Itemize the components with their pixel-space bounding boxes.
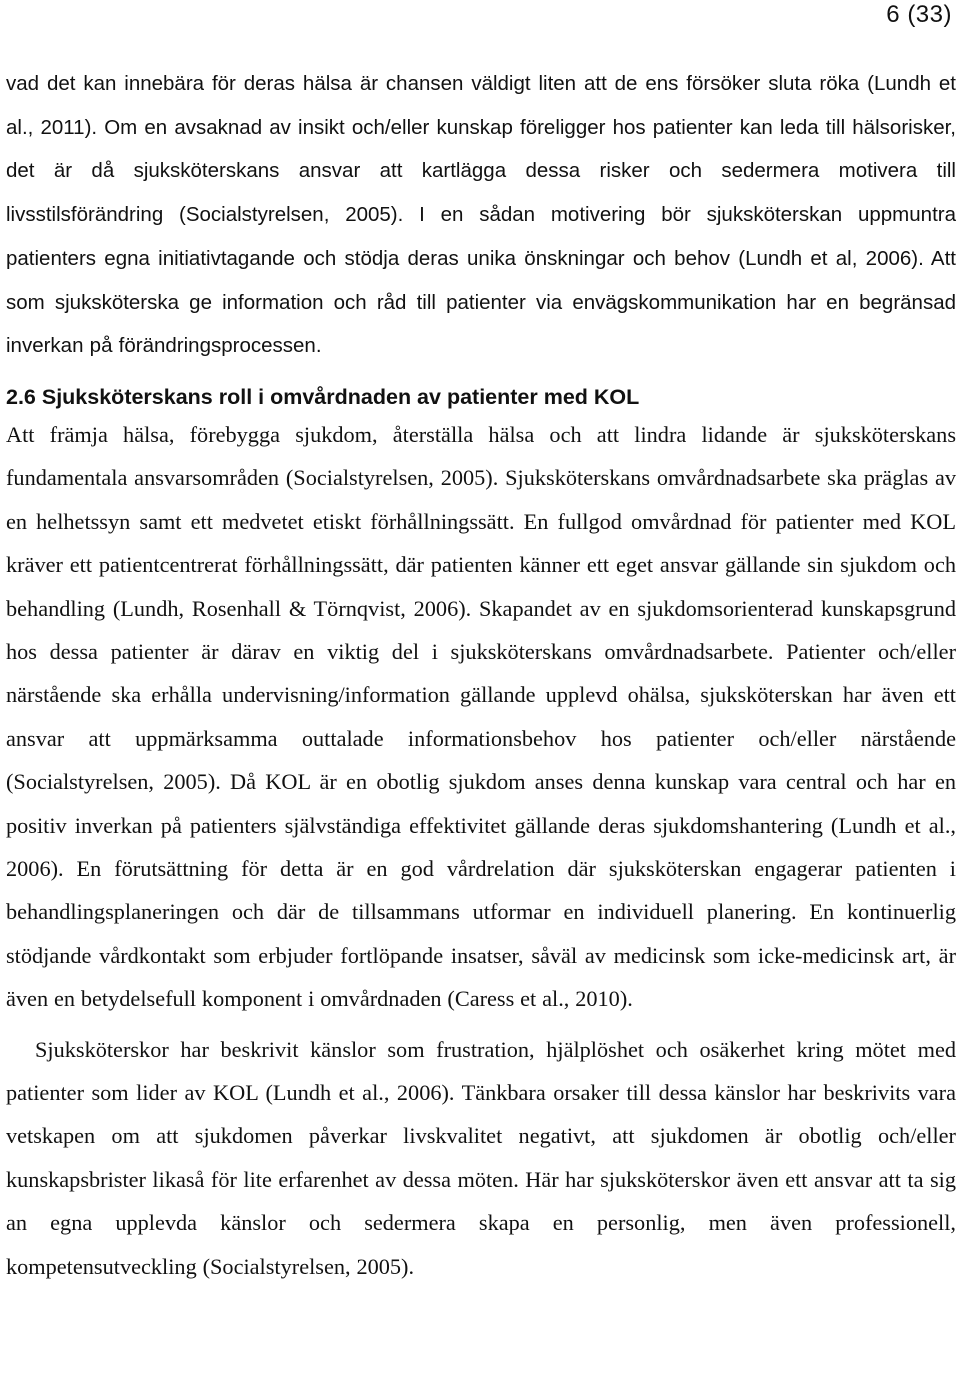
document-body [6,62,956,1288]
intro-paragraph: vad det kan innebära för deras hälsa är chansen väldigt liten att de ens försöker sluta röka (Lundh et al., 2011). Om en avsaknad av insikt och/eller kunskap föreligger hos patienter kan leda till hälsorisker, det är då sjuksköterskans ansvar att kartlägga dessa risker och sedermera motivera till livsstilsförändring (Socialstyrelsen, 2005). I en sådan motivering bör sjuksköterskan uppmuntra patienters egna initiativtagande och stödja deras unika önskningar och behov (Lundh et al, 2006). Att som sjuksköterska ge information och råd till patienter via envägskommunikation har en begränsad inverkan på förändringsprocessen. [6,72,956,358]
page-number: 6 (33) [886,1,952,28]
section-heading: 2.6 Sjuksköterskans roll i omvårdnaden av patienter med KOL [6,384,640,409]
feelings-paragraph: Sjuksköterskor har beskrivit känslor som frustration, hjälplöshet och osäkerhet kring mötet med patienter som lider av KOL (Lundh et al., 2006). Tänkbara orsaker till dessa känslor har beskrivits vara vetskapen om att sjukdomen påverkar livskvalitet negativt, att sjukdomen är obotlig och/eller kunskapsbrister likaså för lite erfarenhet av dessa möten. Här har sjuksköterskor även ett ansvar att ta sig an egna upplevda känslor och sedermera skapa en personlig, men även professionell, kompetensutveckling (Socialstyrelsen, 2005). [6,1036,956,1279]
section-body-paragraph: Att främja hälsa, förebygga sjukdom, återställa hälsa och att lindra lidande är sjuksköterskans fundamentala ansvarsområden (Socialstyrelsen, 2005). Sjuksköterskans omvårdnadsarbete ska präglas av en helhetssyn samt ett medvetet etiskt förhållningssätt. En fullgod omvårdnad för patienter med KOL kräver ett patientcentrerat förhållningssätt, där patienten känner ett eget ansvar gällande sin sjukdom och behandling (Lundh, Rosenhall & Törnqvist, 2006). Skapandet av en sjukdomsorienterad kunskapsgrund hos dessa patienter är därav en viktig del i sjuksköterskans omvårdnadsarbete. Patienter och/eller närstående ska erhålla undervisning/information gällande upplevd ohälsa, sjuksköterskan har även ett ansvar att uppmärksamma outtalade informationsbehov hos patienter och/eller närstående (Socialstyrelsen, 2005). Då KOL är en obotlig sjukdom anses denna kunskap vara central och har en positiv inverkan på patienters självständiga effektivitet gällande deras sjukdomshantering (Lundh et al., 2006). En förutsättning för detta är en god vårdrelation där sjuksköterskan engagerar patienten i behandlingsplaneringen och där de tillsammans utformar en individuell planering. En kontinuerlig stödjande vårdkontakt som erbjuder fortlöpande insatser, såväl av medicinsk som icke-medicinsk art, är även en betydelsefull komponent i omvårdnaden (Caress et al., 2010). [6,421,956,1012]
